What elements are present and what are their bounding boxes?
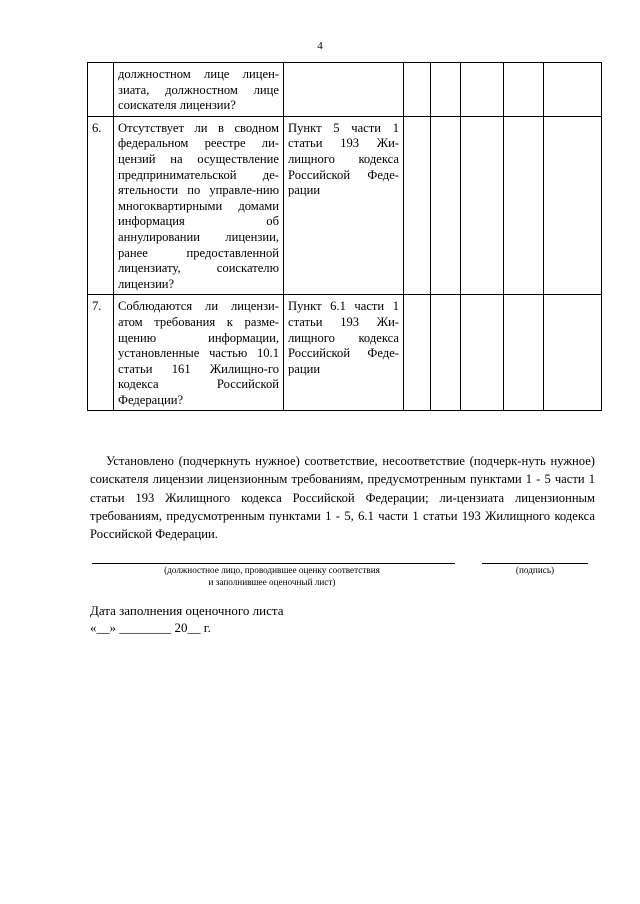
question-cell: Отсутствует ли в сводном федеральном реестре ли-цензий на осуществление предпринимательской де-ятельности по управле-нию многоквартирными домами информация об аннулировании лицензии, ранее предоставленной лицензиату, соискателю лицензии? xyxy=(114,116,284,295)
answer-cell xyxy=(504,63,544,117)
answer-cell xyxy=(404,116,431,295)
row-number xyxy=(88,63,114,117)
answer-cell xyxy=(431,63,461,117)
table-row xyxy=(88,295,602,411)
question-cell: должностном лице лицен-зиата, должностном лице соискателя лицензии? xyxy=(114,63,284,117)
table-row xyxy=(88,116,602,295)
official-signature-line xyxy=(92,563,455,564)
answer-cell xyxy=(431,116,461,295)
answer-cell xyxy=(461,63,504,117)
date-field: «__» ________ 20__ г. xyxy=(90,620,211,635)
row-number: 7. xyxy=(88,295,114,411)
answer-cell xyxy=(504,295,544,411)
answer-cell xyxy=(504,116,544,295)
reference-cell: Пункт 6.1 части 1 статьи 193 Жи-лищного кодекса Российской Феде-рации xyxy=(284,295,404,411)
answer-cell xyxy=(461,116,504,295)
checklist-table xyxy=(87,62,602,411)
answer-cell xyxy=(404,295,431,411)
official-caption-line2: и заполнившее оценочный лист) xyxy=(208,576,336,587)
answer-cell xyxy=(404,63,431,117)
answer-cell xyxy=(544,116,602,295)
row-number: 6. xyxy=(88,116,114,295)
signature-line xyxy=(482,563,588,564)
reference-cell: Пункт 5 части 1 статьи 193 Жи-лищного кодекса Российской Феде-рации xyxy=(284,116,404,295)
answer-cell xyxy=(461,295,504,411)
signature-caption: (подпись) xyxy=(515,565,555,575)
question-cell: Соблюдаются ли лицензи-атом требования к разме-щению информации, установленные частью 10.1 статьи 161 Жилищно-го кодекса Российской Федерации? xyxy=(114,295,284,411)
official-caption-line1: (должностное лицо, проводившее оценку соответствия xyxy=(164,565,380,575)
conclusion-paragraph: Установлено (подчеркнуть нужное) соответствие, несоответствие (подчерк-нуть нужное) соискателя лицензии лицензионным требованиям, предусмотренным пунктами 1 - 5 части 1 статьи 193 Жилищного кодекса Российской Федерации; ли-цензиата лицензионным требованиям, предусмотренным пунктами 1 - 5, 6.1 части 1 статьи 193 Жилищного кодекса Российской Федерации. xyxy=(90,454,595,542)
date-label: Дата заполнения оценочного листа xyxy=(90,603,284,618)
page-number: 4 xyxy=(317,40,323,52)
table-row xyxy=(88,63,602,117)
answer-cell xyxy=(544,63,602,117)
official-caption xyxy=(92,565,452,588)
answer-cell xyxy=(431,295,461,411)
answer-cell xyxy=(544,295,602,411)
reference-cell xyxy=(284,63,404,117)
